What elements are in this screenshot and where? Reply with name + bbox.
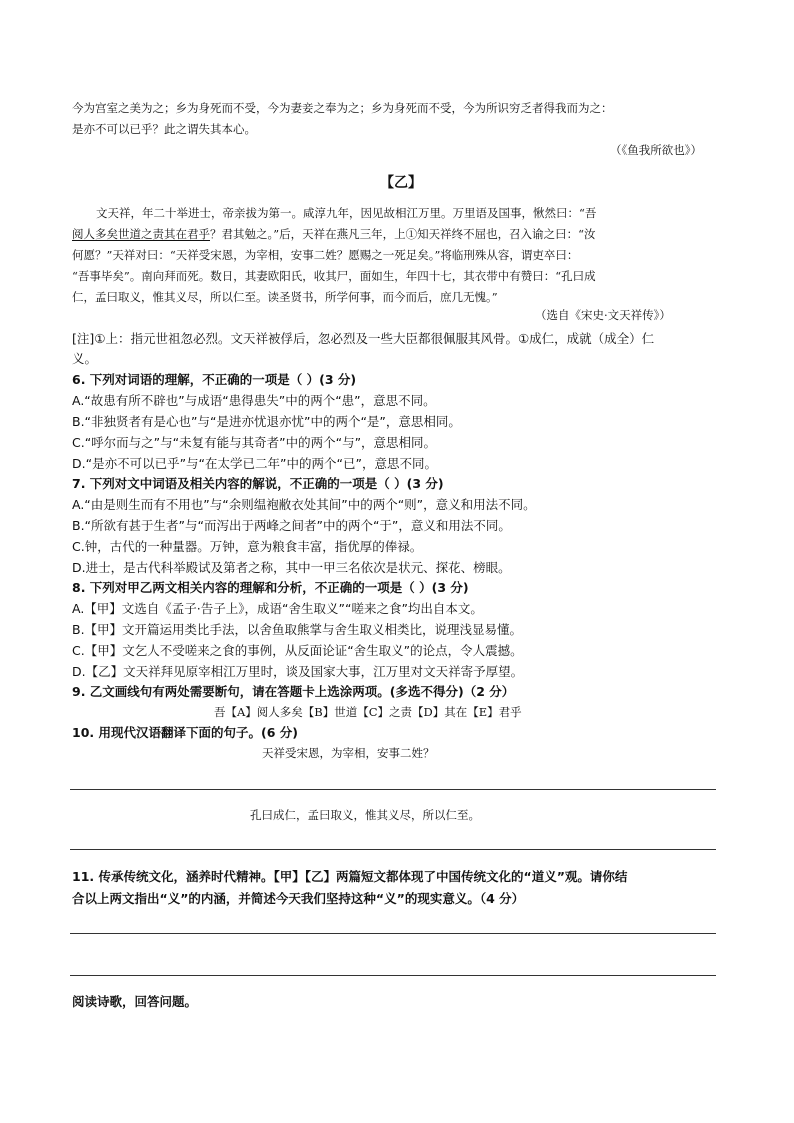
q10-stem: 10. 用现代汉语翻译下面的句子。(6 分) (72, 725, 298, 740)
q8-stem: 8. 下列对甲乙两文相关内容的理解和分析，不正确的一项是（ ）(3 分) (72, 580, 469, 595)
answer-line-4[interactable] (70, 975, 716, 976)
underlined-sentence: 阅人多矣世道之责其在君乎 (72, 227, 210, 241)
section-heading: 阅读诗歌，回答问题。 (72, 994, 198, 1009)
q7-option-d: D.进士，是古代科举殿试及第者之称，其中一甲三名依次是状元、探花、榜眼。 (72, 560, 511, 575)
q6-option-b: B.“非独贤者有是心也”与“是进亦忧退亦忧”中的两个“是”，意思相同。 (72, 414, 461, 429)
q7-option-a: A.“由是则生而有不用也”与“余则缊袍敝衣处其间”中的两个“则”，意义和用法不同。 (72, 497, 536, 512)
passage-a-source: （《鱼我所欲也》） (610, 143, 702, 157)
passage-b-line-3: 何愿？”天祥对曰：“天祥受宋恩，为宰相，安事二姓？愿赐之一死足矣。”将临刑殊从容，谓吏卒曰： (72, 248, 579, 262)
q6-option-a: A.“故患有所不辟也”与成语“患得患失”中的两个“患”，意思不同。 (72, 393, 436, 408)
passage-b-line-4: “吾事毕矣”。南向拜而死。数日，其妻欧阳氏，收其尸，面如生，年四十七，其衣带中有赞曰：“孔曰成 (72, 269, 596, 283)
q11-line-1: 11. 传承传统文化，涵养时代精神。【甲】【乙】两篇短文都体现了中国传统文化的“道义”观。请你结 (72, 869, 628, 884)
q7-stem: 7. 下列对文中词语及相关内容的解说，不正确的一项是（ ）(3 分) (72, 476, 444, 491)
passage-b-line-5: 仁，孟曰取义，惟其义尽，所以仁至。读圣贤书，所学何事，而今而后，庶几无愧。” (72, 290, 498, 304)
passage-a-line-1: 今为宫室之美为之；乡为身死而不受，今为妻妾之奉为之；乡为身死而不受，今为所识穷乏者得我而为之： (72, 101, 613, 115)
q6-stem: 6. 下列对词语的理解，不正确的一项是（ ）(3 分) (72, 372, 357, 387)
q7-option-b: B.“所欲有甚于生者”与“而泻出于两峰之间者”中的两个“于”，意义和用法不同。 (72, 518, 511, 533)
passage-a-line-2: 是亦不可以已乎？此之谓失其本心。 (72, 122, 256, 136)
q10-sentence-2: 孔曰成仁，孟曰取义，惟其义尽，所以仁至。 (250, 808, 480, 822)
q6-option-c: C.“呼尔而与之”与“未复有能与其奇者”中的两个“与”，意思相同。 (72, 435, 437, 450)
note-line-1: [注]①上：指元世祖忽必烈。文天祥被俘后，忽必烈及一些大臣都很佩服其风骨。①成仁，成就（成全）仁 (72, 331, 655, 346)
passage-b-line-1: 文天祥，年二十举进士，帝亲拔为第一。咸淳九年，因见故相江万里。万里语及国事，愀然曰：“吾 (96, 206, 597, 220)
q10-sentence-1: 天祥受宋恩，为宰相，安事二姓？ (262, 746, 435, 760)
q8-option-b: B.【甲】文开篇运用类比手法，以舍鱼取熊掌与舍生取义相类比，说理浅显易懂。 (72, 622, 523, 637)
passage-b-line-2: 阅人多矣世道之责其在君乎？君其勉之。”后，天祥在燕凡三年，上①知天祥终不屈也，召入谕之曰：“汝 (72, 227, 596, 241)
note-line-2: 义。 (72, 351, 98, 366)
answer-line-3[interactable] (70, 933, 716, 934)
q8-option-d: D.【乙】文天祥拜见原宰相江万里时，谈及国家大事，江万里对文天祥寄予厚望。 (72, 664, 524, 679)
q11-line-2: 合以上两文指出“义”的内涵，并简述今天我们坚持这种“义”的现实意义。（4 分） (72, 891, 525, 906)
passage-b-source: （选自《宋史·文天祥传》） (535, 308, 671, 322)
answer-line-1[interactable] (70, 789, 716, 790)
q9-stem: 9. 乙文画线句有两处需要断句，请在答题卡上选涂两项。(多选不得分)（2 分） (72, 684, 515, 699)
q9-sentence-options: 吾【A】阅人多矣【B】世道【C】之责【D】其在【E】君乎 (214, 705, 522, 719)
passage-b-heading: 【乙】 (380, 175, 422, 191)
q6-option-d: D.“是亦不可以已乎”与“在太学已二年”中的两个“已”，意思不同。 (72, 456, 437, 471)
q8-option-c: C.【甲】文乞人不受嗟来之食的事例，从反面论证“舍生取义”的论点，令人震撼。 (72, 643, 523, 658)
q8-option-a: A.【甲】文选自《孟子·告子上》，成语“舍生取义”“嗟来之食”均出自本文。 (72, 601, 483, 616)
q7-option-c: C.钟，古代的一种量器。万钟，意为粮食丰富，指优厚的俸禄。 (72, 539, 423, 554)
answer-line-2[interactable] (70, 849, 716, 850)
